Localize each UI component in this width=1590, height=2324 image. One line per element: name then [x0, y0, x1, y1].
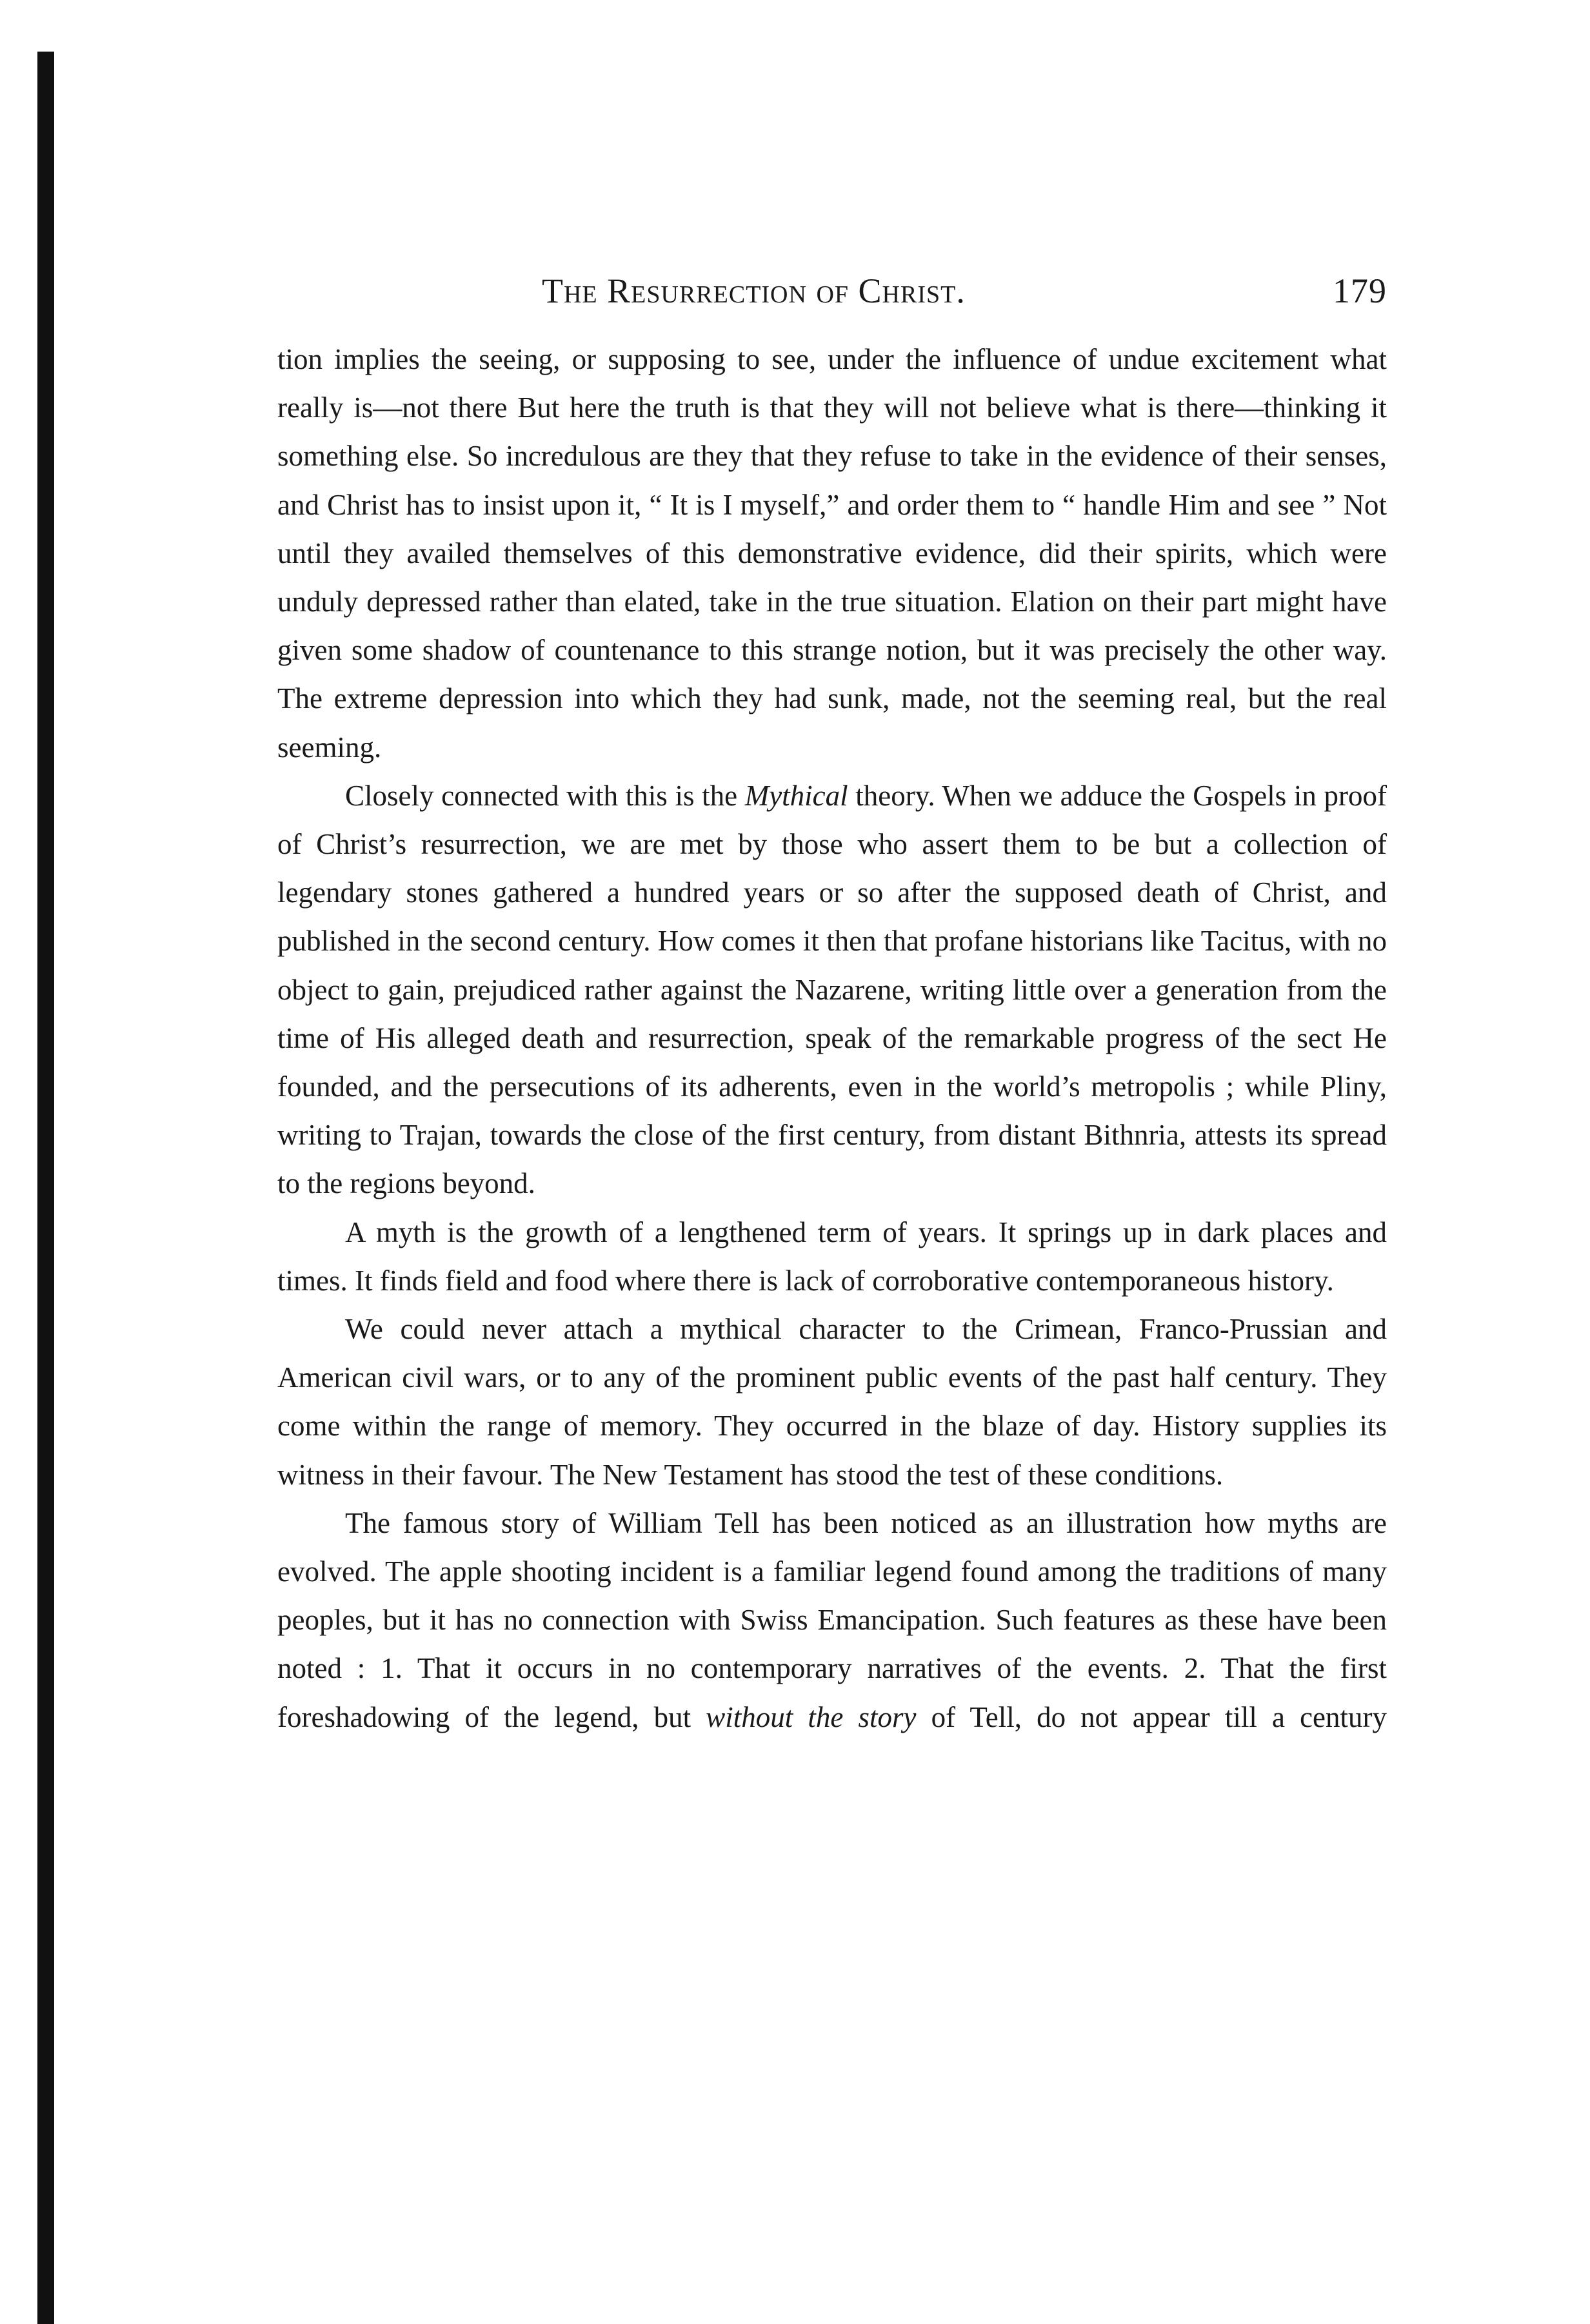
italic-term: Mythical	[744, 779, 848, 812]
running-title: The Resurrection of Christ.	[542, 271, 966, 310]
text-run: of Tell, do not appear till a century	[916, 1700, 1387, 1733]
running-header	[277, 271, 1387, 335]
paragraph-continued	[277, 1499, 1387, 1742]
text-run: Closely connected with this is the	[345, 779, 745, 812]
paragraph	[277, 335, 1387, 772]
text-run: tion implies the seeing, or supposing to see, under the influence of undue excitement what really is—not there But here the truth is that they will not believe what is there—thinking it something else. So incredulous are they that they refuse to take in the evidence of their senses, and Christ has to insist upon it, “ It is I myself,” and order them to “ handle Him and see ” Not until they availed themselves of this demonstrative evidence, did their spirits, which were unduly depressed rather than elated, take in the true situation. Elation on their part might have given some shadow of countenance to this strange notion, but it was precisely the other way. The extreme depression into which they had sunk, made, not the seeming real, but the real seeming.	[277, 343, 1387, 763]
text-run: theory. When we adduce the Gospels in proof of Christ’s resurrection, we are met by those who assert them to be but a collection of legendary stones gathered a hundred years or so after the supposed death of Christ, and published in the second century. How comes it then that profane historians like Tacitus, with no object to gain, prejudiced rather against the Nazarene, writing little over a generation from the time of His alleged death and resurrection, speak of the remarkable progress of the sect He founded, and the persecutions of its adherents, even in the world’s metropolis ; while Pliny, writing to Trajan, towards the close of the first century, from distant Bithnria, attests its spread to the regions beyond.	[277, 779, 1387, 1200]
paragraph	[277, 1305, 1387, 1499]
text-run: A myth is the growth of a lengthened term of years. It springs up in dark places and times. It finds field and food where there is lack of corroborative contemporaneous history.	[277, 1216, 1387, 1297]
paragraph	[277, 772, 1387, 1208]
text-run: We could never attach a mythical character to the Crimean, Franco-Prussian and American civil wars, or to any of the prominent public events of the past half century. They come within the range of memory. They occurred in the blaze of day. History supplies its witness in their favour. The New Testament has stood the test of these conditions.	[277, 1313, 1387, 1491]
paragraph	[277, 1208, 1387, 1305]
page-body	[277, 335, 1387, 1742]
book-page	[277, 271, 1387, 1742]
book-binding-edge	[37, 52, 54, 2324]
page-number: 179	[1333, 271, 1387, 310]
text-run: The famous story of William Tell has been noticed as an illustration how myths are evolved. The apple shooting incident is a familiar legend found among the traditions of many peoples, but it has no connection with Swiss Emancipation. Such features as these have been noted : 1. That it occurs in no contemporary narratives of the events. 2. That the first foreshadowing of the legend, but	[277, 1506, 1387, 1733]
italic-phrase: without the story	[706, 1700, 917, 1733]
